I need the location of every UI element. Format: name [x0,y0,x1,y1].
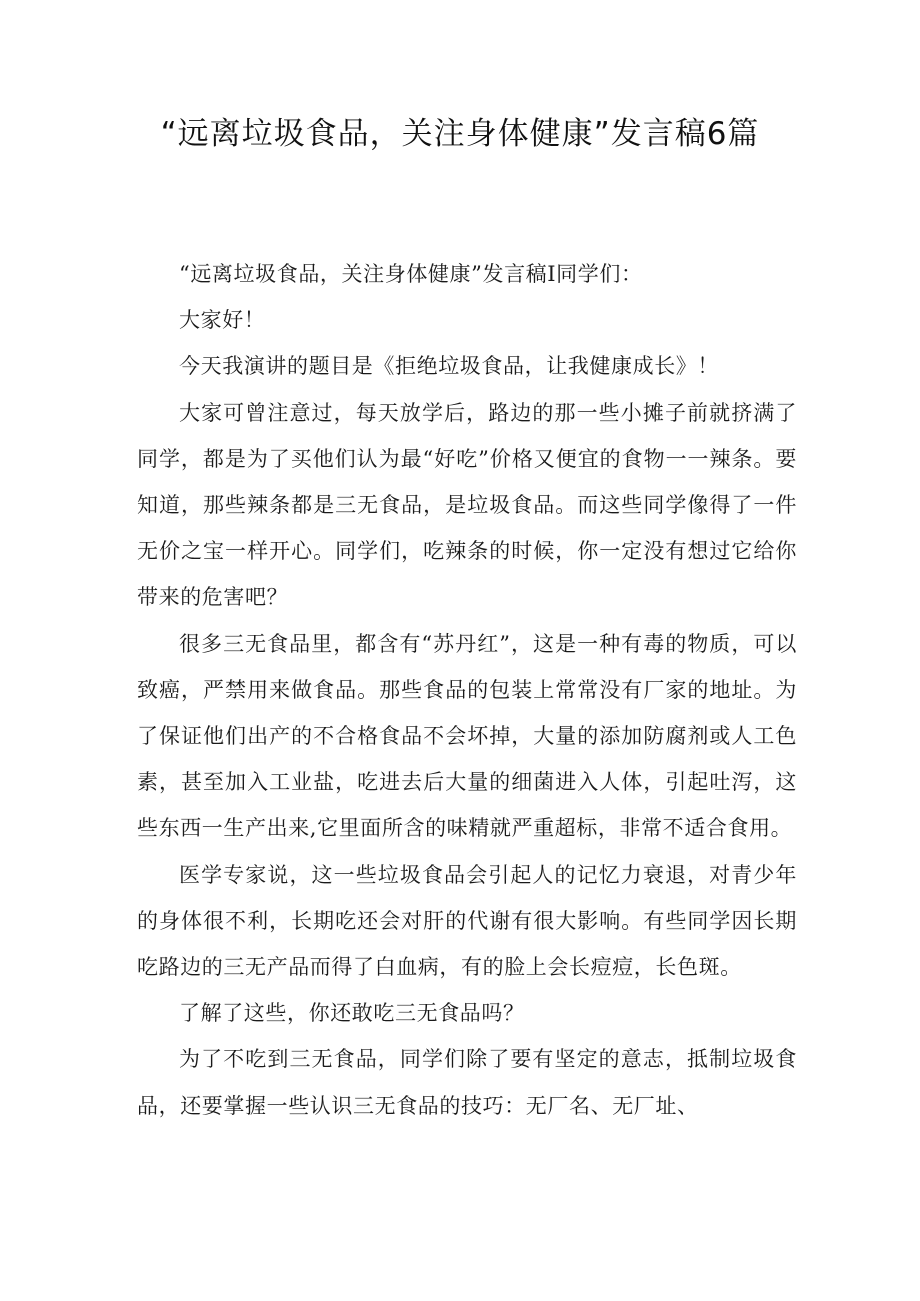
paragraph: “远离垃圾食品，关注身体健康”发言稿Ⅰ同学们： [179,262,643,286]
document-body [137,251,797,1129]
paragraph: 医学专家说，这一些垃圾食品会引起人的记忆力衰退，对青少年的身体很不利，长期吃还会对肝的代谢有很大影响。有些同学因长期吃路边的三无产品而得了白血病，有的脸上会长痘痘，长色斑。 [137,862,797,980]
paragraph: 为了不吃到三无食品，同学们除了要有坚定的意志，抵制垃圾食品，还要掌握一些认识三无食品的技巧：无厂名、无厂址、 [137,1047,797,1118]
document-title: “远离垃圾食品，关注身体健康”发言稿6篇 [160,116,760,152]
paragraph: 大家好！ [179,308,266,333]
paragraph: 了解了这些，你还敢吃三无食品吗？ [179,1001,525,1026]
paragraph: 很多三无食品里，都含有“苏丹红”，这是一种有毒的物质，可以致癌，严禁用来做食品。那些食品的包装上常常没有厂家的地址。为了保证他们出产的不合格食品不会坏掉，大量的添加防腐剂或人工色素，甚至加入工业盐，吃进去后大量的细菌进入人体，引起吐泻，这些东西一生产出来,它里面所含的味精就严重超标，非常不适合食用。 [137,631,797,841]
paragraph: 大家可曾注意过，每天放学后，路边的那一些小摊子前就挤满了同学，都是为了买他们认为最“好吃”价格又便宜的食物一一辣条。要知道，那些辣条都是三无食品，是垃圾食品。而这些同学像得了一件无价之宝一样开心。同学们，吃辣条的时候，你一定没有想过它给你带来的危害吧？ [137,400,797,610]
paragraph: 今天我演讲的题目是《拒绝垃圾食品，让我健康成长》！ [179,354,719,379]
